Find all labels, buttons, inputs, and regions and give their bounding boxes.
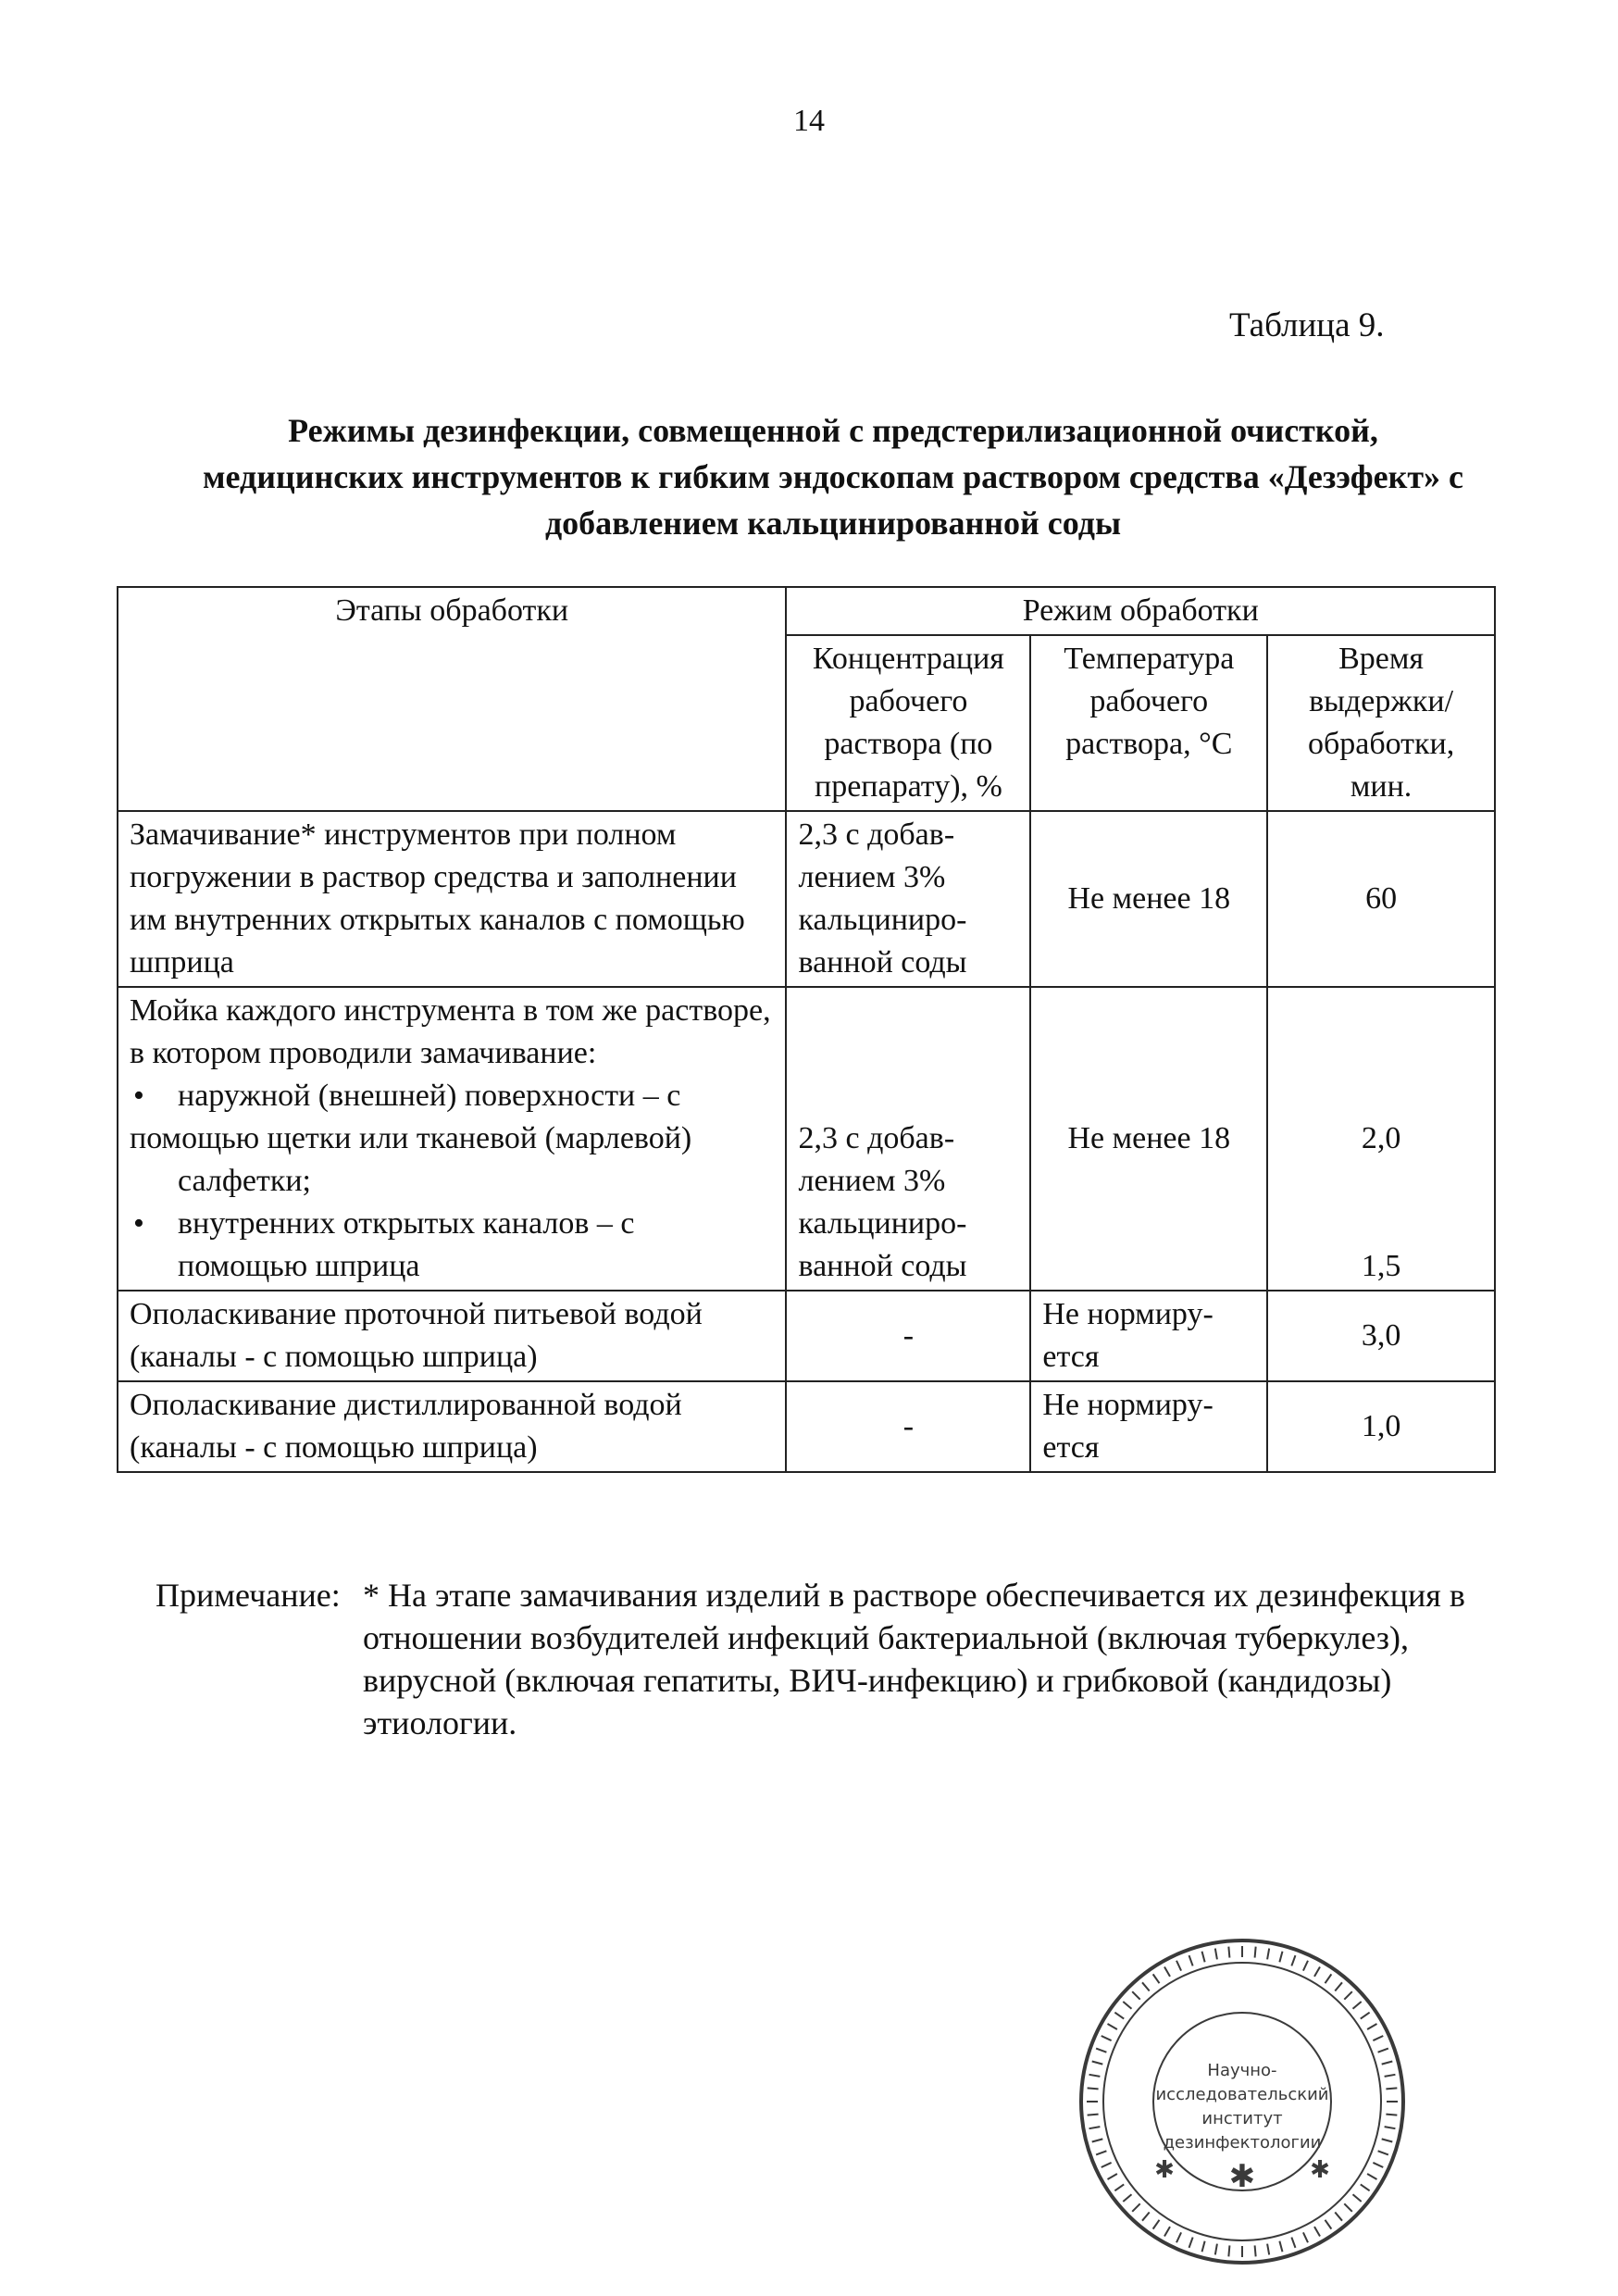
time-cell [1267, 987, 1495, 1291]
svg-text:✱: ✱ [1154, 2156, 1175, 2184]
bullet-item [130, 1203, 774, 1245]
temperature-cell: Не менее 18 [1030, 987, 1267, 1291]
header-temperature: Температура рабочего раствора, °С [1030, 635, 1267, 811]
table-row [118, 1291, 1495, 1381]
svg-text:институт: институт [1201, 2109, 1283, 2128]
table-row [118, 987, 1495, 1291]
institute-seal [1076, 1935, 1409, 2268]
bullet-item [130, 1075, 774, 1117]
seal-icon [1076, 1935, 1409, 2268]
concentration-cell: - [786, 1381, 1030, 1472]
title-line-3: добавлением кальцинированной соды [544, 505, 1122, 542]
note-label: Примечание: [156, 1577, 341, 1614]
header-concentration: Концентрация рабочего раствора (по препарату), % [786, 635, 1030, 811]
concentration-cell: 2,3 с добав-лением 3% кальциниро-ванной соды [786, 811, 1030, 987]
title-line-1: Режимы дезинфекции, совмещенной с предстерилизационной очисткой, [288, 412, 1378, 449]
header-time: Время выдержки/ обработки, мин. [1267, 635, 1495, 811]
bullet-text-continued: помощью шприца [178, 1249, 420, 1283]
temperature-cell: Не менее 18 [1030, 811, 1267, 987]
table-header-row [118, 587, 1495, 635]
bullet-icon: • [133, 1079, 144, 1113]
time-cell: 60 [1267, 811, 1495, 987]
bullet-text-continued: салфетки; [178, 1164, 312, 1198]
bullet-text: внутренних открытых каналов – с [178, 1206, 635, 1241]
bullet-text-continued: помощью щетки или тканевой (марлевой) [130, 1121, 692, 1155]
header-mode: Режим обработки [786, 587, 1495, 635]
bullet-text: наружной (внешней) поверхности – с [178, 1079, 681, 1113]
temperature-cell: Не нормиру-ется [1030, 1381, 1267, 1472]
svg-text:✱: ✱ [1228, 2158, 1256, 2195]
time-cell: 1,0 [1267, 1381, 1495, 1472]
stage-cell: Замачивание* инструментов при полном погружении в раствор средства и заполнении им внутренних открытых каналов с помощью шприца [118, 811, 786, 987]
bullet-icon: • [133, 1206, 144, 1241]
footnote [156, 1574, 1544, 1744]
svg-text:дезинфектологии: дезинфектологии [1163, 2133, 1322, 2152]
svg-text:✱: ✱ [1310, 2156, 1330, 2184]
stage-cell [118, 987, 786, 1291]
time-cell: 3,0 [1267, 1291, 1495, 1381]
table-label: Таблица 9. [1229, 306, 1385, 344]
page-number: 14 [793, 104, 825, 138]
note-text: * На этапе замачивания изделий в растворе обеспечивается их дезинфекция в отношении возбудителей инфекций бактериальной (включая туберкулез), вирусной (включая гепатиты, ВИЧ-инфекцию) и грибковой (кандидозы) этиологии. [363, 1577, 1465, 1741]
document-title [120, 407, 1546, 546]
svg-text:Научно-: Научно- [1207, 2061, 1277, 2080]
stage-cell: Ополаскивание проточной питьевой водой (каналы - с помощью шприца) [118, 1291, 786, 1381]
table-row [118, 1381, 1495, 1472]
header-stages: Этапы обработки [118, 587, 786, 811]
stage-cell: Ополаскивание дистиллированной водой (каналы - с помощью шприца) [118, 1381, 786, 1472]
time-value-inner: 1,5 [1361, 1249, 1401, 1283]
svg-text:исследовательский: исследовательский [1155, 2085, 1329, 2104]
title-line-2: медицинских инструментов к гибким эндоскопам раствором средства «Дезэфект» с [202, 458, 1464, 495]
disinfection-regimes-table [117, 586, 1496, 1473]
table-row [118, 811, 1495, 987]
time-value-outer: 2,0 [1361, 1121, 1401, 1155]
temperature-cell: Не нормиру-ется [1030, 1291, 1267, 1381]
concentration-cell: - [786, 1291, 1030, 1381]
concentration-cell: 2,3 с добав-лением 3% кальциниро-ванной соды [786, 987, 1030, 1291]
stage-intro: Мойка каждого инструмента в том же растворе, в котором проводили замачивание: [130, 993, 771, 1070]
